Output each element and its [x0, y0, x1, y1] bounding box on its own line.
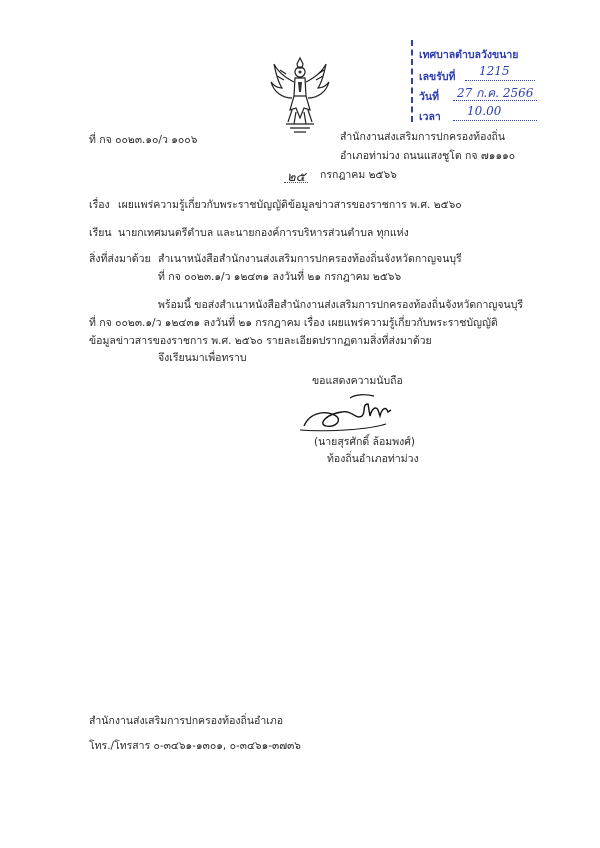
document-number: ที่ กจ ๐๐๒๓.๑๐/ว ๑๐๐๖ — [89, 134, 198, 146]
date-month-year: กรกฎาคม ๒๕๖๖ — [320, 169, 397, 181]
footer-office: สำนักงานส่งเสริมการปกครองท้องถิ่นอำเภอ — [89, 715, 284, 727]
body-line-2: ที่ กจ ๐๐๒๓.๑/ว ๑๒๔๓๑ ลงวันที่ ๒๑ กรกฎาคม เรื่อง เผยแพร่ความรู้เกี่ยวกับพระราชบัญญัติ — [89, 317, 498, 329]
closing-phrase: ขอแสดงความนับถือ — [312, 375, 403, 387]
closing-request: จึงเรียนมาเพื่อทราบ — [158, 352, 247, 364]
receipt-stamp — [411, 40, 545, 122]
signer-title: ท้องถิ่นอำเภอท่าม่วง — [327, 453, 419, 465]
body-line-3: ข้อมูลข่าวสารของราชการ พ.ศ. ๒๕๖๐ รายละเอียดปรากฏตามสิ่งที่ส่งมาด้วย — [89, 335, 432, 347]
signer-name: (นายสุรศักดิ์ ล้อมพงศ์) — [314, 436, 416, 448]
subject-label: เรื่อง — [89, 199, 110, 211]
to-label: เรียน — [89, 227, 112, 239]
footer-phone: โทร./โทรสาร ๐-๓๔๖๑-๑๓๐๑, ๐-๓๔๖๑-๓๗๓๖ — [89, 740, 301, 752]
enclosure-line-1: สำเนาหนังสือสำนักงานส่งเสริมการปกครองท้องถิ่นจังหวัดกาญจนบุรี — [158, 253, 462, 265]
stamp-received-no: 1215 — [479, 64, 510, 78]
stamp-date-label: วันที่ — [419, 91, 439, 103]
to-text: นายกเทศมนตรีตำบล และนายกองค์การบริหารส่วนตำบล ทุกแห่ง — [118, 227, 409, 239]
body-line-1: พร้อมนี้ ขอส่งสำเนาหนังสือสำนักงานส่งเสริมการปกครองท้องถิ่นจังหวัดกาญจนบุรี — [158, 299, 524, 311]
stamp-time: 10.00 — [467, 104, 502, 118]
enclosure-label: สิ่งที่ส่งมาด้วย — [89, 253, 151, 265]
stamp-org: เทศบาลตำบลวังขนาย — [419, 49, 519, 61]
date-day: ๒๕ — [287, 170, 306, 185]
handwritten-signature — [296, 386, 406, 438]
issuer-line-1: สำนักงานส่งเสริมการปกครองท้องถิ่น — [340, 131, 506, 143]
stamp-time-label: เวลา — [419, 111, 441, 123]
stamp-date: 27 ก.ค. 2566 — [457, 86, 534, 100]
garuda-emblem-icon — [268, 52, 332, 142]
stamp-received-no-label: เลขรับที่ — [419, 71, 456, 83]
subject-text: เผยแพร่ความรู้เกี่ยวกับพระราชบัญญัติข้อมูลข่าวสารของราชการ พ.ศ. ๒๕๖๐ — [118, 199, 462, 211]
enclosure-line-2: ที่ กจ ๐๐๒๓.๑/ว ๑๒๔๓๑ ลงวันที่ ๒๑ กรกฎาคม ๒๕๖๖ — [158, 271, 402, 283]
issuer-line-2: อำเภอท่าม่วง ถนนแสงชูโต กจ ๗๑๑๑๐ — [340, 150, 516, 162]
